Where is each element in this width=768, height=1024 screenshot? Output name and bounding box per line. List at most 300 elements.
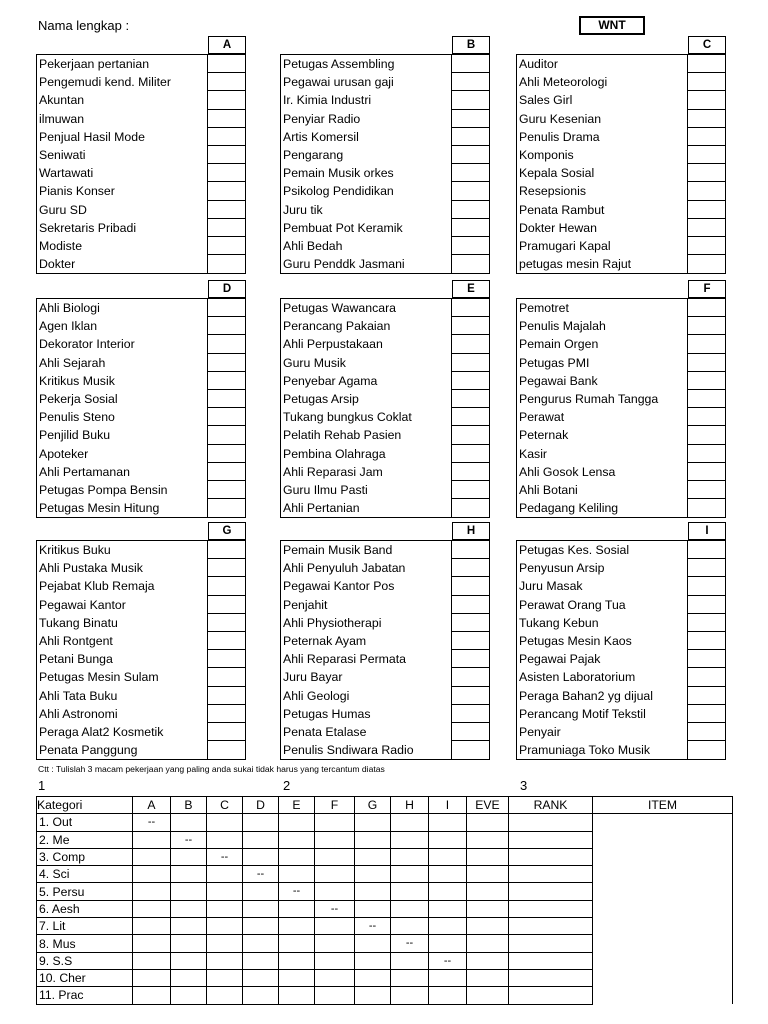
rank-cell[interactable] <box>208 201 245 219</box>
score-cell[interactable] <box>315 866 355 883</box>
note: Ctt : Tulislah 3 macam pekerjaan yang paling anda sukai tidak harus yang tercantum diatas <box>38 764 385 774</box>
score-cell[interactable] <box>391 952 429 969</box>
score-cell[interactable] <box>171 935 207 952</box>
rank-cell[interactable] <box>208 650 245 668</box>
dash-cell[interactable] <box>133 814 171 831</box>
score-cell[interactable] <box>243 831 279 848</box>
rank-cell[interactable] <box>208 164 245 182</box>
rank-cell[interactable] <box>688 687 725 705</box>
rank-cell[interactable] <box>208 128 245 146</box>
job-row <box>517 559 725 577</box>
job-name: Pejabat Klub Remaja <box>37 577 208 595</box>
rank-cell[interactable] <box>688 91 725 109</box>
score-cell[interactable] <box>391 814 429 831</box>
rank-cell[interactable] <box>452 408 489 426</box>
score-cell[interactable] <box>355 935 391 952</box>
item-cell[interactable] <box>593 848 733 865</box>
form-code-box: WNT <box>579 16 645 35</box>
job-row <box>517 390 725 408</box>
score-cell[interactable] <box>355 883 391 900</box>
job-row <box>281 650 489 668</box>
rank-cell[interactable] <box>208 372 245 390</box>
score-cell[interactable] <box>429 900 467 917</box>
score-cell[interactable] <box>391 831 429 848</box>
rank-cell[interactable] <box>208 335 245 353</box>
rank-cell[interactable] <box>452 335 489 353</box>
job-row <box>37 408 245 426</box>
dash-cell[interactable] <box>429 952 467 969</box>
job-name: Ahli Pertanian <box>281 499 452 517</box>
rank-cell[interactable] <box>688 354 725 372</box>
rank-cell[interactable] <box>688 481 725 499</box>
score-cell[interactable] <box>279 814 315 831</box>
rank-cell[interactable] <box>208 499 245 517</box>
rank-cell[interactable] <box>688 372 725 390</box>
job-row <box>517 481 725 499</box>
score-cell[interactable] <box>133 987 171 1004</box>
rank-cell[interactable] <box>452 596 489 614</box>
job-row <box>517 201 725 219</box>
score-cell[interactable] <box>315 848 355 865</box>
score-cell[interactable] <box>133 969 171 986</box>
score-cell[interactable] <box>391 900 429 917</box>
rank-cell[interactable] <box>452 317 489 335</box>
group-letter: B <box>452 36 490 54</box>
score-cell[interactable] <box>429 918 467 935</box>
job-name: Penyair <box>517 723 688 741</box>
item-cell[interactable] <box>593 866 733 883</box>
rank-cell[interactable] <box>452 219 489 237</box>
job-row <box>517 164 725 182</box>
rank-cell[interactable] <box>208 390 245 408</box>
rank-cell[interactable] <box>208 55 245 73</box>
rank-cell[interactable] <box>688 559 725 577</box>
score-cell[interactable] <box>279 900 315 917</box>
score-cell[interactable] <box>171 866 207 883</box>
dash-cell[interactable] <box>315 900 355 917</box>
job-name: Wartawati <box>37 164 208 182</box>
score-cell[interactable] <box>391 848 429 865</box>
rank-cell[interactable] <box>688 596 725 614</box>
score-cell[interactable] <box>355 987 391 1004</box>
rank-cell[interactable] <box>688 317 725 335</box>
job-name: Ahli Perpustakaan <box>281 335 452 353</box>
rank-cell[interactable] <box>688 255 725 273</box>
rank-cell[interactable] <box>208 723 245 741</box>
rank-cell[interactable] <box>688 408 725 426</box>
rank-cell[interactable] <box>452 55 489 73</box>
rank-cell[interactable] <box>688 146 725 164</box>
eve-cell[interactable] <box>467 814 509 831</box>
item-cell[interactable] <box>593 814 733 831</box>
rank-cell[interactable] <box>208 541 245 559</box>
rank-cell[interactable] <box>688 650 725 668</box>
job-row <box>517 128 725 146</box>
score-cell[interactable] <box>315 935 355 952</box>
rank-cell[interactable] <box>688 110 725 128</box>
rank-cell[interactable] <box>509 848 593 865</box>
rank-cell[interactable] <box>509 866 593 883</box>
dash-cell[interactable] <box>391 935 429 952</box>
job-name: Ahli Bedah <box>281 237 452 255</box>
score-cell[interactable] <box>279 935 315 952</box>
name-field[interactable] <box>150 17 530 35</box>
rank-cell[interactable] <box>688 219 725 237</box>
score-cell[interactable] <box>429 866 467 883</box>
eve-cell[interactable] <box>467 935 509 952</box>
rank-cell[interactable] <box>208 408 245 426</box>
score-cell[interactable] <box>171 987 207 1004</box>
rank-cell[interactable] <box>452 128 489 146</box>
item-cell[interactable] <box>593 883 733 900</box>
score-cell[interactable] <box>171 883 207 900</box>
score-cell[interactable] <box>315 883 355 900</box>
eve-cell[interactable] <box>467 900 509 917</box>
rank-cell[interactable] <box>208 687 245 705</box>
job-row <box>37 668 245 686</box>
score-cell[interactable] <box>171 900 207 917</box>
score-cell[interactable] <box>171 969 207 986</box>
dash-cell[interactable] <box>243 866 279 883</box>
eve-cell[interactable] <box>467 918 509 935</box>
job-row <box>281 317 489 335</box>
score-cell[interactable] <box>391 969 429 986</box>
score-cell[interactable] <box>171 848 207 865</box>
score-cell[interactable] <box>279 848 315 865</box>
score-cell[interactable] <box>355 900 391 917</box>
rank-cell[interactable] <box>452 299 489 317</box>
score-cell[interactable] <box>391 987 429 1004</box>
job-name: Ahli Rontgent <box>37 632 208 650</box>
rank-cell[interactable] <box>452 110 489 128</box>
rank-cell[interactable] <box>208 632 245 650</box>
score-cell[interactable] <box>429 814 467 831</box>
rank-cell[interactable] <box>452 541 489 559</box>
job-name: Komponis <box>517 146 688 164</box>
score-cell[interactable] <box>315 918 355 935</box>
job-row <box>37 91 245 109</box>
job-name: Petugas Mesin Hitung <box>37 499 208 517</box>
score-cell[interactable] <box>429 848 467 865</box>
rank-cell[interactable] <box>452 577 489 595</box>
score-cell[interactable] <box>391 866 429 883</box>
rank-cell[interactable] <box>452 687 489 705</box>
job-name: Guru SD <box>37 201 208 219</box>
score-cell[interactable] <box>279 952 315 969</box>
score-cell[interactable] <box>429 935 467 952</box>
score-cell[interactable] <box>391 883 429 900</box>
rank-cell[interactable] <box>452 463 489 481</box>
score-cell[interactable] <box>171 918 207 935</box>
score-cell[interactable] <box>315 831 355 848</box>
rank-cell[interactable] <box>509 918 593 935</box>
score-cell[interactable] <box>315 814 355 831</box>
score-cell[interactable] <box>243 848 279 865</box>
item-cell[interactable] <box>593 831 733 848</box>
rank-cell[interactable] <box>452 201 489 219</box>
rank-cell[interactable] <box>688 499 725 517</box>
item-cell[interactable] <box>593 900 733 917</box>
score-cell[interactable] <box>207 831 243 848</box>
score-cell[interactable] <box>133 952 171 969</box>
score-cell[interactable] <box>243 935 279 952</box>
rank-cell[interactable] <box>688 577 725 595</box>
rank-cell[interactable] <box>208 596 245 614</box>
rank-cell[interactable] <box>452 614 489 632</box>
rank-cell[interactable] <box>208 705 245 723</box>
job-name: Ahli Botani <box>517 481 688 499</box>
group-frame <box>280 298 490 518</box>
rank-cell[interactable] <box>509 952 593 969</box>
score-cell[interactable] <box>279 969 315 986</box>
score-cell[interactable] <box>279 918 315 935</box>
rank-cell[interactable] <box>452 237 489 255</box>
score-cell[interactable] <box>133 883 171 900</box>
rank-cell[interactable] <box>509 831 593 848</box>
rank-cell[interactable] <box>509 883 593 900</box>
job-row <box>37 201 245 219</box>
rank-cell[interactable] <box>452 164 489 182</box>
rank-cell[interactable] <box>688 614 725 632</box>
group-letter: A <box>208 36 246 54</box>
group-frame <box>516 298 726 518</box>
rank-cell[interactable] <box>452 426 489 444</box>
score-cell[interactable] <box>355 866 391 883</box>
score-cell[interactable] <box>243 814 279 831</box>
rank-cell[interactable] <box>688 182 725 200</box>
rank-cell[interactable] <box>509 814 593 831</box>
dash-cell[interactable] <box>171 831 207 848</box>
score-cell[interactable] <box>243 952 279 969</box>
rank-cell[interactable] <box>509 969 593 986</box>
score-cell[interactable] <box>207 969 243 986</box>
rank-cell[interactable] <box>208 559 245 577</box>
rank-cell[interactable] <box>452 372 489 390</box>
rank-cell[interactable] <box>452 650 489 668</box>
rank-cell[interactable] <box>208 73 245 91</box>
group-letter: C <box>688 36 726 54</box>
job-name: Penyusun Arsip <box>517 559 688 577</box>
rank-cell[interactable] <box>208 445 245 463</box>
score-cell[interactable] <box>279 866 315 883</box>
job-row <box>37 614 245 632</box>
job-row <box>517 299 725 317</box>
rank-cell[interactable] <box>208 354 245 372</box>
score-cell[interactable] <box>171 814 207 831</box>
dash-cell[interactable] <box>207 848 243 865</box>
rank-cell[interactable] <box>452 255 489 273</box>
rank-cell[interactable] <box>452 91 489 109</box>
rank-cell[interactable] <box>208 463 245 481</box>
rank-cell[interactable] <box>452 390 489 408</box>
score-cell[interactable] <box>133 831 171 848</box>
score-cell[interactable] <box>429 969 467 986</box>
job-row <box>517 445 725 463</box>
rank-cell[interactable] <box>452 559 489 577</box>
dash-cell[interactable] <box>355 918 391 935</box>
score-cell[interactable] <box>243 883 279 900</box>
job-row <box>281 237 489 255</box>
job-name: Penulis Steno <box>37 408 208 426</box>
score-cell[interactable] <box>207 987 243 1004</box>
rank-cell[interactable] <box>208 426 245 444</box>
rank-cell[interactable] <box>452 445 489 463</box>
job-row <box>281 632 489 650</box>
rank-cell[interactable] <box>688 463 725 481</box>
score-cell[interactable] <box>171 952 207 969</box>
rank-cell[interactable] <box>208 317 245 335</box>
score-cell[interactable] <box>207 900 243 917</box>
score-cell[interactable] <box>207 883 243 900</box>
eve-cell[interactable] <box>467 883 509 900</box>
rank-cell[interactable] <box>208 146 245 164</box>
score-cell[interactable] <box>391 918 429 935</box>
score-cell[interactable] <box>243 918 279 935</box>
score-cell[interactable] <box>207 952 243 969</box>
eve-cell[interactable] <box>467 987 509 1004</box>
score-cell[interactable] <box>243 900 279 917</box>
rank-cell[interactable] <box>208 110 245 128</box>
item-cell[interactable] <box>593 935 733 952</box>
dash-cell[interactable] <box>279 883 315 900</box>
answer-number-2: 2 <box>283 778 291 793</box>
score-cell[interactable] <box>133 935 171 952</box>
job-name: Ir. Kimia Industri <box>281 91 452 109</box>
job-name: Pedagang Keliling <box>517 499 688 517</box>
score-cell[interactable] <box>279 831 315 848</box>
rank-cell[interactable] <box>688 445 725 463</box>
score-cell[interactable] <box>207 866 243 883</box>
score-cell[interactable] <box>279 987 315 1004</box>
score-cell[interactable] <box>133 866 171 883</box>
rank-cell[interactable] <box>208 614 245 632</box>
item-cell[interactable] <box>593 987 733 1004</box>
score-cell[interactable] <box>355 814 391 831</box>
rank-cell[interactable] <box>452 73 489 91</box>
job-row <box>37 632 245 650</box>
job-row <box>517 408 725 426</box>
rank-cell[interactable] <box>452 146 489 164</box>
eve-cell[interactable] <box>467 866 509 883</box>
rank-cell[interactable] <box>208 481 245 499</box>
rank-cell[interactable] <box>688 741 725 759</box>
score-cell[interactable] <box>355 952 391 969</box>
rank-cell[interactable] <box>452 632 489 650</box>
score-cell[interactable] <box>355 831 391 848</box>
item-cell[interactable] <box>593 918 733 935</box>
rank-cell[interactable] <box>208 237 245 255</box>
score-cell[interactable] <box>133 848 171 865</box>
rank-cell[interactable] <box>452 668 489 686</box>
rank-cell[interactable] <box>688 390 725 408</box>
rank-cell[interactable] <box>688 723 725 741</box>
item-cell[interactable] <box>593 952 733 969</box>
score-cell[interactable] <box>133 918 171 935</box>
score-cell[interactable] <box>429 831 467 848</box>
job-row <box>281 390 489 408</box>
rank-cell[interactable] <box>688 164 725 182</box>
summary-table <box>36 796 733 1005</box>
score-cell[interactable] <box>243 987 279 1004</box>
rank-cell[interactable] <box>452 741 489 759</box>
rank-cell[interactable] <box>452 481 489 499</box>
score-cell[interactable] <box>207 935 243 952</box>
score-cell[interactable] <box>315 952 355 969</box>
job-name: Kepala Sosial <box>517 164 688 182</box>
rank-cell[interactable] <box>509 987 593 1004</box>
item-cell[interactable] <box>593 969 733 986</box>
rank-cell[interactable] <box>208 741 245 759</box>
job-row <box>281 110 489 128</box>
eve-cell[interactable] <box>467 848 509 865</box>
eve-cell[interactable] <box>467 969 509 986</box>
rank-cell[interactable] <box>452 723 489 741</box>
job-row <box>281 723 489 741</box>
rank-cell[interactable] <box>688 299 725 317</box>
rank-cell[interactable] <box>452 705 489 723</box>
score-cell[interactable] <box>315 987 355 1004</box>
rank-cell[interactable] <box>208 668 245 686</box>
rank-cell[interactable] <box>688 73 725 91</box>
rank-cell[interactable] <box>688 426 725 444</box>
score-cell[interactable] <box>207 814 243 831</box>
rank-cell[interactable] <box>688 128 725 146</box>
rank-cell[interactable] <box>688 668 725 686</box>
score-cell[interactable] <box>315 969 355 986</box>
job-row <box>37 426 245 444</box>
rank-cell[interactable] <box>452 499 489 517</box>
job-name: Ahli Geologi <box>281 687 452 705</box>
score-cell[interactable] <box>355 969 391 986</box>
rank-cell[interactable] <box>208 255 245 273</box>
score-cell[interactable] <box>429 883 467 900</box>
rank-cell[interactable] <box>688 335 725 353</box>
rank-cell[interactable] <box>208 91 245 109</box>
rank-cell[interactable] <box>688 201 725 219</box>
rank-cell[interactable] <box>688 541 725 559</box>
job-row <box>517 705 725 723</box>
rank-cell[interactable] <box>208 299 245 317</box>
eve-cell[interactable] <box>467 831 509 848</box>
rank-cell[interactable] <box>452 182 489 200</box>
job-name: Pekerja Sosial <box>37 390 208 408</box>
score-cell[interactable] <box>207 918 243 935</box>
score-cell[interactable] <box>355 848 391 865</box>
summary-row <box>37 969 733 986</box>
score-cell[interactable] <box>243 969 279 986</box>
score-cell[interactable] <box>429 987 467 1004</box>
rank-cell[interactable] <box>688 632 725 650</box>
rank-cell[interactable] <box>688 705 725 723</box>
job-name: Petugas Arsip <box>281 390 452 408</box>
eve-cell[interactable] <box>467 952 509 969</box>
rank-cell[interactable] <box>208 182 245 200</box>
score-cell[interactable] <box>133 900 171 917</box>
group-frame <box>36 298 246 518</box>
rank-cell[interactable] <box>208 219 245 237</box>
category-label: 5. Persu <box>37 883 133 900</box>
group-letter: I <box>688 522 726 540</box>
summary-header-g: G <box>355 797 391 814</box>
rank-cell[interactable] <box>208 577 245 595</box>
rank-cell[interactable] <box>509 935 593 952</box>
summary-row <box>37 935 733 952</box>
rank-cell[interactable] <box>509 900 593 917</box>
rank-cell[interactable] <box>688 237 725 255</box>
summary-row <box>37 900 733 917</box>
rank-cell[interactable] <box>452 354 489 372</box>
rank-cell[interactable] <box>688 55 725 73</box>
